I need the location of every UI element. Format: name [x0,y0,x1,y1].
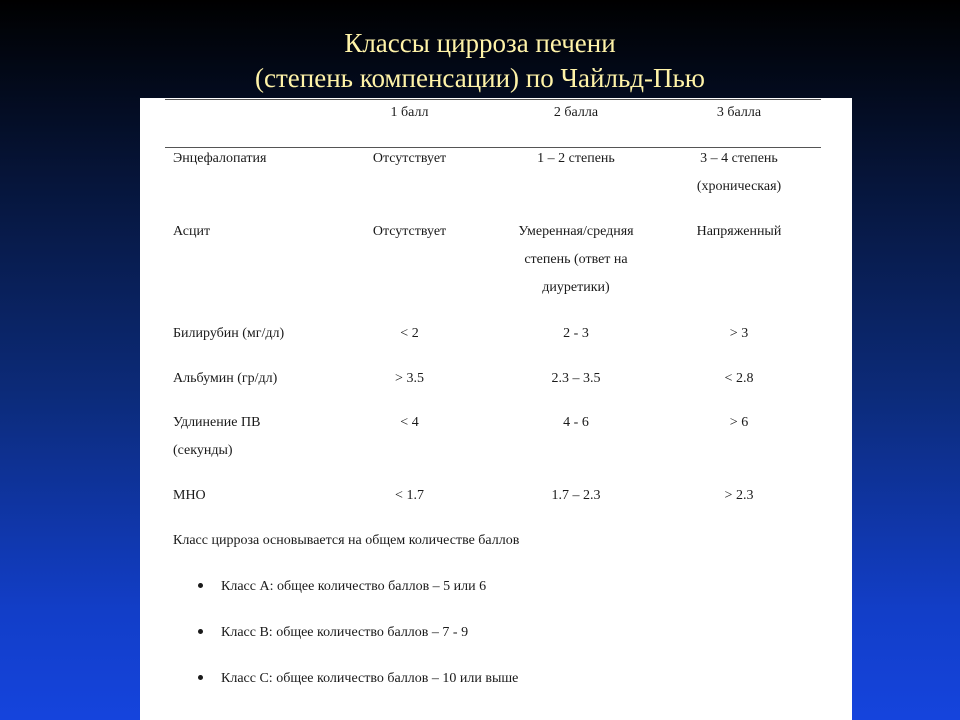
row-bilirubin-1: < 2 [400,326,419,341]
list-item [198,669,518,689]
list-item [198,623,468,643]
row-inr-label: МНО [173,488,206,503]
row-ascites-1: Отсутствует [372,224,447,239]
row-albumin-2: 2.3 – 3.5 [551,371,601,386]
slide-title [0,26,960,96]
list-item [198,577,486,597]
row-pt-label: Удлинение ПВ [173,415,261,430]
bullet-icon [198,583,203,588]
row-ascites-2: Умеренная/средняя [518,224,634,239]
row-encephalopathy-label: Энцефалопатия [173,151,267,166]
row-bilirubin-label: Билирубин (мг/дл) [173,326,285,341]
row-inr-3: > 2.3 [724,488,754,503]
row-pt-3: > 6 [729,415,749,430]
row-encephalopathy-1: Отсутствует [372,151,447,166]
row-ascites-2-line2: степень (ответ на [524,252,628,267]
slide-title-line-2: (степень компенсации) по Чайльд-Пью [255,63,705,93]
class-note: Класс цирроза основывается на общем количестве баллов [173,533,520,548]
class-a-text: Класс А: общее количество баллов – 5 или 6 [221,579,487,594]
bullet-icon [198,629,203,634]
bullet-icon [198,675,203,680]
class-c-text: Класс С: общее количество баллов – 10 или выше [221,671,519,686]
row-ascites-3: Напряженный [696,224,782,239]
row-albumin-3: < 2.8 [724,371,754,386]
row-ascites-label: Асцит [173,224,211,239]
header-2-points: 2 балла [553,105,599,120]
header-1-point: 1 балл [390,105,429,120]
row-encephalopathy-2: 1 – 2 степень [537,151,615,166]
row-albumin-label: Альбумин (гр/дл) [173,371,278,386]
row-albumin-1: > 3.5 [395,371,424,386]
row-ascites-2-line3: диуретики) [542,280,610,295]
class-b-text: Класс В: общее количество баллов – 7 - 9 [221,625,469,640]
row-pt-1: < 4 [400,415,419,430]
row-inr-1: < 1.7 [395,488,424,503]
row-bilirubin-3: > 3 [729,326,749,341]
row-pt-label-line2: (секунды) [173,443,233,458]
row-inr-2: 1.7 – 2.3 [551,488,601,503]
row-pt-2: 4 - 6 [563,415,589,430]
score-table-document [140,98,852,720]
row-encephalopathy-3-line2: (хроническая) [696,179,782,194]
row-bilirubin-2: 2 - 3 [563,326,589,341]
slide-title-line-1: Классы цирроза печени [344,28,616,58]
header-3-points: 3 балла [716,105,762,120]
row-encephalopathy-3: 3 – 4 степень [700,151,778,166]
